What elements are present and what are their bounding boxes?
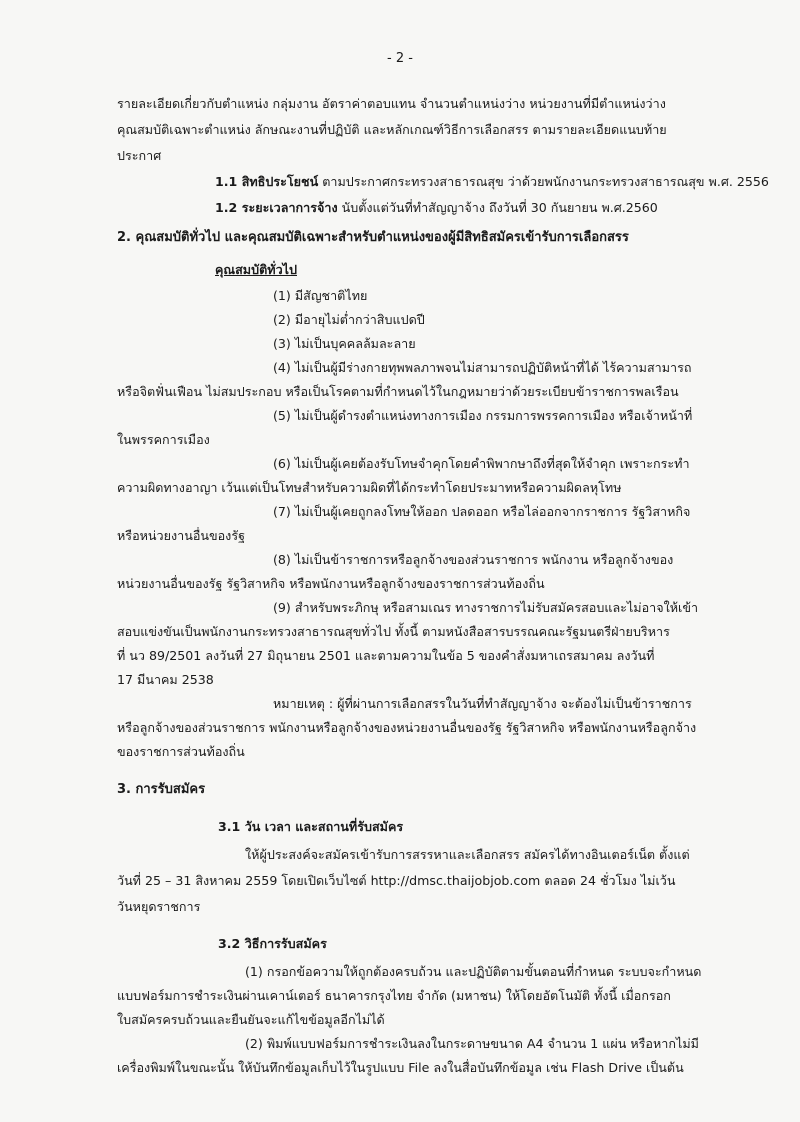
qualification-4-line-2: หรือจิตฟั่นเฟือน ไม่สมประกอบ หรือเป็นโรคตามที่กำหนดไว้ในกฎหมายว่าด้วยระเบียบข้าราชการพลเรือน [117, 384, 679, 399]
qualification-9-line-4: 17 มีนาคม 2538 [117, 672, 214, 687]
general-qualifications-heading: คุณสมบัติทั่วไป [215, 262, 297, 277]
qualification-5-line-2: ในพรรคการเมือง [117, 432, 210, 447]
method-2-line-2: เครื่องพิมพ์ในขณะนั้น ให้บันทึกข้อมูลเก็บไว้ในรูปแบบ File ลงในสื่อบันทึกข้อมูล เช่น Flash Drive เป็นต้น [117, 1060, 684, 1075]
note-line-3: ของราชการส่วนท้องถิ่น [117, 744, 245, 759]
section-1-1-title: 1.1 สิทธิประโยชน์ [215, 174, 319, 189]
intro-line-1: รายละเอียดเกี่ยวกับตำแหน่ง กลุ่มงาน อัตราค่าตอบแทน จำนวนตำแหน่งว่าง หน่วยงานที่มีตำแหน่งว่าง [117, 96, 666, 111]
section-1-2 [215, 196, 658, 220]
qualification-2: (2) มีอายุไม่ต่ำกว่าสิบแปดปี [273, 312, 425, 327]
section-2-heading: 2. คุณสมบัติทั่วไป และคุณสมบัติเฉพาะสำหรับตำแหน่งของผู้มีสิทธิสมัครเข้ารับการเลือกสรร [117, 230, 629, 245]
section-3-heading: 3. การรับสมัคร [117, 782, 206, 797]
section-1-2-text: นับตั้งแต่วันที่ทำสัญญาจ้าง ถึงวันที่ 30 กันยายน พ.ศ.2560 [337, 200, 658, 215]
intro-line-3: ประกาศ [117, 148, 162, 163]
section-1-1 [215, 170, 769, 194]
qualification-7-line-2: หรือหน่วยงานอื่นของรัฐ [117, 528, 246, 543]
method-1-line-3: ใบสมัครครบถ้วนและยืนยันจะแก้ไขข้อมูลอีกไม่ได้ [117, 1012, 385, 1027]
qualification-6-line-1: (6) ไม่เป็นผู้เคยต้องรับโทษจำคุกโดยคำพิพากษาถึงที่สุดให้จำคุก เพราะกระทำ [273, 456, 690, 471]
qualification-9-line-3: ที่ นว 89/2501 ลงวันที่ 27 มิถุนายน 2501 และตามความในข้อ 5 ของคำสั่งมหาเถรสมาคม ลงวันที่ [117, 648, 655, 663]
method-2-line-1: (2) พิมพ์แบบฟอร์มการชำระเงินลงในกระดาษขนาด A4 จำนวน 1 แผ่น หรือหากไม่มี [245, 1036, 699, 1051]
qualification-4-line-1: (4) ไม่เป็นผู้มีร่างกายทุพพลภาพจนไม่สามารถปฏิบัติหน้าที่ได้ ไร้ความสามารถ [273, 360, 692, 375]
qualification-5-line-1: (5) ไม่เป็นผู้ดำรงตำแหน่งทางการเมือง กรรมการพรรคการเมือง หรือเจ้าหน้าที่ [273, 408, 693, 423]
note-line-1: หมายเหตุ : ผู้ที่ผ่านการเลือกสรรในวันที่ทำสัญญาจ้าง จะต้องไม่เป็นข้าราชการ [273, 696, 692, 711]
qualification-8-line-2: หน่วยงานอื่นของรัฐ รัฐวิสาหกิจ หรือพนักงานหรือลูกจ้างของราชการส่วนท้องถิ่น [117, 576, 545, 591]
method-1-line-1: (1) กรอกข้อความให้ถูกต้องครบถ้วน และปฏิบัติตามขั้นตอนที่กำหนด ระบบจะกำหนด [245, 964, 702, 979]
method-1-line-2: แบบฟอร์มการชำระเงินผ่านเคาน์เตอร์ ธนาคารกรุงไทย จำกัด (มหาชน) ให้โดยอัตโนมัติ ทั้งนี้ เมื่อกรอก [117, 988, 671, 1003]
section-1-2-title: 1.2 ระยะเวลาการจ้าง [215, 200, 338, 215]
section-3-1-line-1: ให้ผู้ประสงค์จะสมัครเข้ารับการสรรหาและเลือกสรร สมัครได้ทางอินเตอร์เน็ต ตั้งแต่ [245, 847, 690, 862]
page-number: - 2 - [387, 51, 413, 66]
section-3-1-line-2: วันที่ 25 – 31 สิงหาคม 2559 โดยเปิดเว็บไซต์ http://dmsc.thaijobjob.com ตลอด 24 ชั่วโมง ไม่เว้น [117, 873, 676, 888]
qualification-7-line-1: (7) ไม่เป็นผู้เคยถูกลงโทษให้ออก ปลดออก หรือไล่ออกจากราชการ รัฐวิสาหกิจ [273, 504, 691, 519]
section-3-2-heading: 3.2 วิธีการรับสมัคร [218, 936, 327, 951]
note-line-2: หรือลูกจ้างของส่วนราชการ พนักงานหรือลูกจ้างของหน่วยงานอื่นของรัฐ รัฐวิสาหกิจ หรือพนักงานหรือลูกจ้าง [117, 720, 697, 735]
intro-line-2: คุณสมบัติเฉพาะตำแหน่ง ลักษณะงานที่ปฏิบัติ และหลักเกณฑ์วิธีการเลือกสรร ตามรายละเอียดแนบท้าย [117, 122, 667, 137]
section-3-1-line-3: วันหยุดราชการ [117, 899, 201, 914]
qualification-6-line-2: ความผิดทางอาญา เว้นแต่เป็นโทษสำหรับความผิดที่ได้กระทำโดยประมาทหรือความผิดลหุโทษ [117, 480, 622, 495]
qualification-8-line-1: (8) ไม่เป็นข้าราชการหรือลูกจ้างของส่วนราชการ พนักงาน หรือลูกจ้างของ [273, 552, 674, 567]
section-1-1-text: ตามประกาศกระทรวงสาธารณสุข ว่าด้วยพนักงานกระทรวงสาธารณสุข พ.ศ. 2556 [318, 174, 769, 189]
qualification-9-line-2: สอบแข่งขันเป็นพนักงานกระทรวงสาธารณสุขทั่วไป ทั้งนี้ ตามหนังสือสารบรรณคณะรัฐมนตรีฝ่ายบริหาร [117, 624, 670, 639]
qualification-1: (1) มีสัญชาติไทย [273, 288, 368, 303]
section-3-1-heading: 3.1 วัน เวลา และสถานที่รับสมัคร [218, 819, 404, 834]
qualification-3: (3) ไม่เป็นบุคคลล้มละลาย [273, 336, 416, 351]
qualification-9-line-1: (9) สำหรับพระภิกษุ หรือสามเณร ทางราชการไม่รับสมัครสอบและไม่อาจให้เข้า [273, 600, 699, 615]
